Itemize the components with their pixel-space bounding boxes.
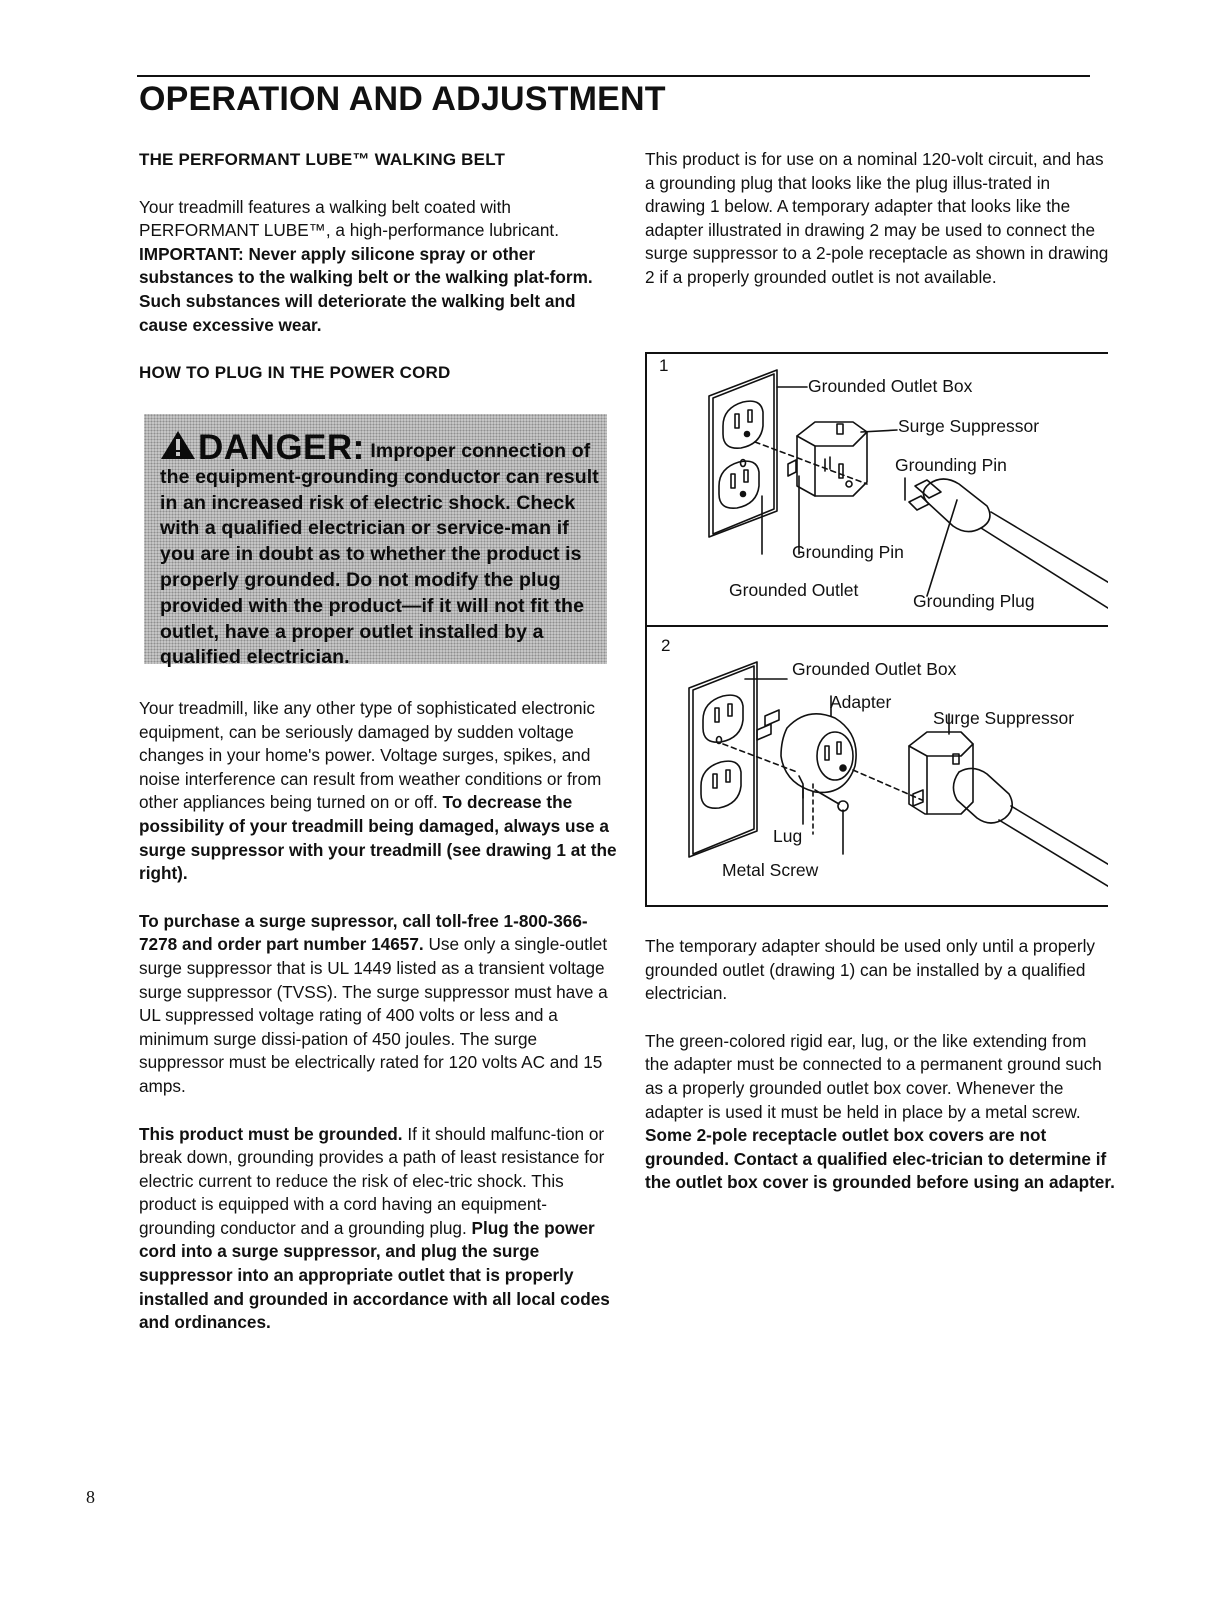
danger-callout — [144, 414, 607, 669]
label-adapter: Adapter — [830, 692, 892, 712]
label-surge-suppressor-2: Surge Suppressor — [933, 708, 1075, 728]
surge-suppressor-2 — [909, 714, 1108, 888]
drawing-2-number: 2 — [661, 636, 671, 655]
danger-label: DANGER: — [198, 428, 365, 467]
wall-plate-2 — [689, 662, 757, 857]
label-grounding-pin-plug: Grounding Pin — [895, 455, 1007, 475]
drawing-1-number: 1 — [659, 356, 669, 375]
danger-message: Improper connection of the equipment-grounding conductor can result in an increased risk of electric shock. Check with a qualified electrician or service-man if you are in doubt as to whether the product is properly grounded. Do not modify the plug provided with the product—if it will not fit the outlet, have a proper outlet installed by a qualified electrician. — [160, 440, 599, 669]
label-grounding-pin-suppressor: Grounding Pin — [792, 542, 904, 562]
label-grounded-outlet-box-1: Grounded Outlet Box — [808, 376, 973, 396]
left-column-lower — [139, 697, 617, 1359]
section-heading-performant-lube: THE PERFORMANT LUBE™ WALKING BELT — [139, 150, 506, 169]
danger-text-block — [160, 430, 600, 671]
surge-suppressor-1 — [788, 422, 897, 546]
adapter-lug-text: The green-colored rigid ear, lug, or the like extending from the adapter must be connected to a permanent ground such as a properly grounded outlet box cover. Whenever the adapter is used it must be held in place by a metal screw. — [645, 1030, 1102, 1122]
walking-belt-important: IMPORTANT: Never apply silicone spray or other substances to the walking belt or the walking plat-form. Such substances will deteriorate the walking belt and cause excessive wear. — [139, 243, 593, 335]
paragraph-adapter-lug — [645, 1030, 1115, 1195]
paragraph-temporary-adapter: The temporary adapter should be used only until a properly grounded outlet (drawing 1) can be installed by a qualified electrician. — [645, 936, 1096, 1004]
label-lug: Lug — [773, 826, 803, 846]
warning-triangle-icon — [160, 430, 196, 460]
walking-belt-text: Your treadmill features a walking belt coated with PERFORMANT LUBE™, a high-performance lubricant. — [139, 196, 559, 241]
grounding-figure — [645, 352, 1108, 907]
wall-plate-1 — [709, 370, 777, 537]
figure-divider — [647, 625, 1108, 627]
right-column-lower — [645, 935, 1115, 1219]
purchase-suppressor-bold: To purchase a surge supressor, call toll-free 1-800-366-7278 and order part number 14657. — [139, 910, 588, 955]
paragraph-grounding — [139, 1123, 617, 1335]
label-grounded-outlet-box-2: Grounded Outlet Box — [792, 659, 957, 679]
grounding-bold-instruction: Plug the power cord into a surge suppressor, and plug the surge suppressor into an appropriate outlet that is properly installed and grounded in accordance with all local codes and ordinances. — [139, 1217, 610, 1333]
label-surge-suppressor-1: Surge Suppressor — [898, 416, 1040, 436]
right-column — [645, 148, 1115, 314]
paragraph-voltage-surges — [139, 697, 617, 886]
label-metal-screw: Metal Screw — [722, 860, 819, 880]
label-grounded-outlet: Grounded Outlet — [729, 580, 859, 600]
paragraph-walking-belt — [139, 196, 617, 338]
voltage-surges-text: Your treadmill, like any other type of sophisticated electronic equipment, can be seriously damaged by sudden voltage changes in your home's power. Voltage surges, spikes, and noise interference can result from weather conditions or from other appliances being turned on or off. — [139, 698, 602, 813]
label-grounding-plug: Grounding Plug — [913, 591, 1035, 611]
voltage-surges-bold: To decrease the possibility of your treadmill being damaged, always use a surge suppressor with your treadmill (see drawing 1 at the right). — [139, 792, 617, 884]
page-title: OPERATION AND ADJUSTMENT — [139, 80, 666, 118]
grounding-text: If it should malfunc-tion or break down, grounding provides a path of least resistance for electric current to reduce the risk of elec-tric shock. This product is equipped with a cord having an equipment-grounding conductor and a grounding plug. — [139, 1123, 605, 1238]
paragraph-purchase-suppressor — [139, 910, 617, 1099]
paragraph-circuit-intro: This product is for use on a nominal 120-volt circuit, and has a grounding plug that looks like the plug illus-trated in drawing 1 below. A temporary adapter that looks like the adapter illustrated in drawing 2 may be used to connect the surge suppressor to a 2-pole receptacle as shown in drawing 2 if a properly grounded outlet is not available. — [645, 149, 1109, 287]
adapter-lug-bold: Some 2-pole receptacle outlet box covers are not grounded. Contact a qualified elec-trician to determine if the outlet box cover is grounded before using an adapter. — [645, 1125, 1115, 1193]
purchase-suppressor-text: Use only a single-outlet surge suppressor that is UL 1449 listed as a transient voltage surge suppressor (TVSS). The surge suppressor must have a UL suppressed voltage rating of 400 volts or less and a minimum surge dissi-pation of 450 joules. The surge suppressor must be electrically rated for 120 volts AC and 15 amps. — [139, 934, 608, 1096]
top-rule — [137, 75, 1090, 77]
grounding-bold-lead: This product must be grounded. — [139, 1123, 403, 1144]
page-number: 8 — [86, 1487, 95, 1507]
section-heading-power-cord: HOW TO PLUG IN THE POWER CORD — [139, 363, 451, 383]
left-column — [139, 148, 617, 409]
